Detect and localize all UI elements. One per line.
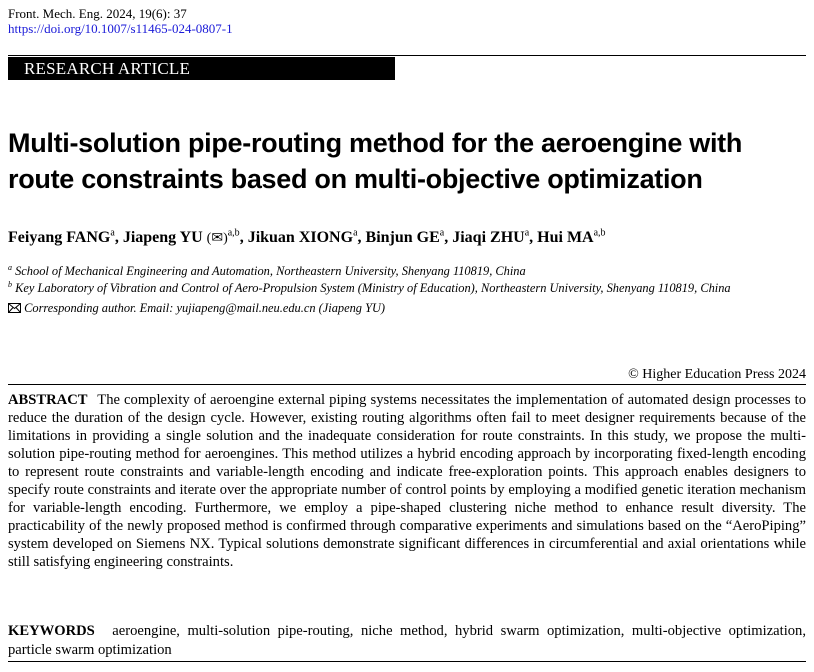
author-affiliation-mark: a — [353, 227, 358, 239]
affiliation-mark: b — [8, 279, 12, 289]
affiliation-b — [8, 281, 731, 296]
copyright-notice: © Higher Education Press 2024 — [628, 367, 806, 382]
author-affiliation-mark: a,b — [593, 227, 606, 239]
affiliation-text: Key Laboratory of Vibration and Control of Aero-Propulsion System (Ministry of Education), Northeastern University, Shenyang 110819, China — [15, 281, 731, 295]
author-affiliation-mark: a — [524, 227, 530, 239]
author-affiliation-mark: a — [439, 227, 445, 239]
author-affiliation-mark: a — [110, 227, 115, 239]
abstract — [8, 391, 806, 571]
footer-divider — [8, 661, 806, 662]
article-title: Multi-solution pipe-routing method for the aeroengine with route constraints based on multi-objective optimization — [8, 128, 743, 194]
doi-link[interactable]: https://doi.org/10.1007/s11465-024-0807-1 — [8, 21, 233, 36]
author-name: Feiyang FANG — [8, 229, 111, 246]
author-name: Hui MA — [537, 229, 594, 246]
author-name: Jiaqi ZHU — [452, 229, 525, 246]
corresponding-author — [8, 301, 385, 316]
corresponding-text: Corresponding author. Email: yujiapeng@mail.neu.edu.cn (Jiapeng YU) — [24, 301, 386, 315]
header-divider — [8, 55, 806, 56]
keywords — [8, 622, 806, 659]
affiliation-text: School of Mechanical Engineering and Automation, Northeastern University, Shenyang 110819, China — [15, 264, 526, 278]
author-name: Jiapeng YU — [122, 229, 203, 246]
envelope-icon: (✉) — [206, 231, 228, 246]
author-affiliation-mark: a,b — [227, 227, 240, 239]
keywords-text: aeroengine, multi-solution pipe-routing, niche method, hybrid swarm optimization, multi-objective optimization, particle swarm optimization — [8, 623, 807, 658]
abstract-divider — [8, 384, 806, 385]
journal-citation: Front. Mech. Eng. 2024, 19(6): 37 — [8, 6, 187, 21]
abstract-label: ABSTRACT — [8, 392, 88, 408]
article-type-banner: RESEARCH ARTICLE — [8, 57, 395, 80]
envelope-icon — [8, 301, 24, 315]
abstract-text: The complexity of aeroengine external piping systems necessitates the implementation of automated design processes to reduce the duration of the design cycle. However, existing routing algorithms often fail to meet designer requirements because of the limitations in providing a single solution and the inadequate consideration for route constraints. In this study, we propose the multi-solution pipe-routing method for aeroengines. This method utilizes a hybrid encoding approach by incorporating fixed-length encoding to represent route constraints and variable-length encoding and indicate free-exploration points. This approach enables designers to specify route constraints and iterate over the appropriate number of control points by employing a modified genetic iteration mechanism for variable-length encoding. Furthermore, we employ a pipe-shaped clustering niche method to enhance result diversity. The practicability of the newly proposed method is confirmed through comparative experiments and simulations based on the “AeroPiping” system developed on Siemens NX. Typical solutions demonstrate significant differences in circumferential and axial orientations while still satisfying engineering constraints. — [8, 392, 806, 571]
affiliation-a — [8, 264, 526, 279]
affiliation-mark: a — [8, 262, 12, 272]
author-name: Jikuan XIONG — [247, 229, 354, 246]
keywords-label: KEYWORDS — [8, 623, 95, 639]
author-name: Binjun GE — [365, 229, 440, 246]
author-list: Feiyang FANG$^a$, Jiapeng YU (✉)$^{a,b}$, Jikuan XIONG$^a$, Binjun $GE^a$, Jiaqi ZHU$^a$, Hui MA$^{a,b}$ — [8, 227, 606, 246]
